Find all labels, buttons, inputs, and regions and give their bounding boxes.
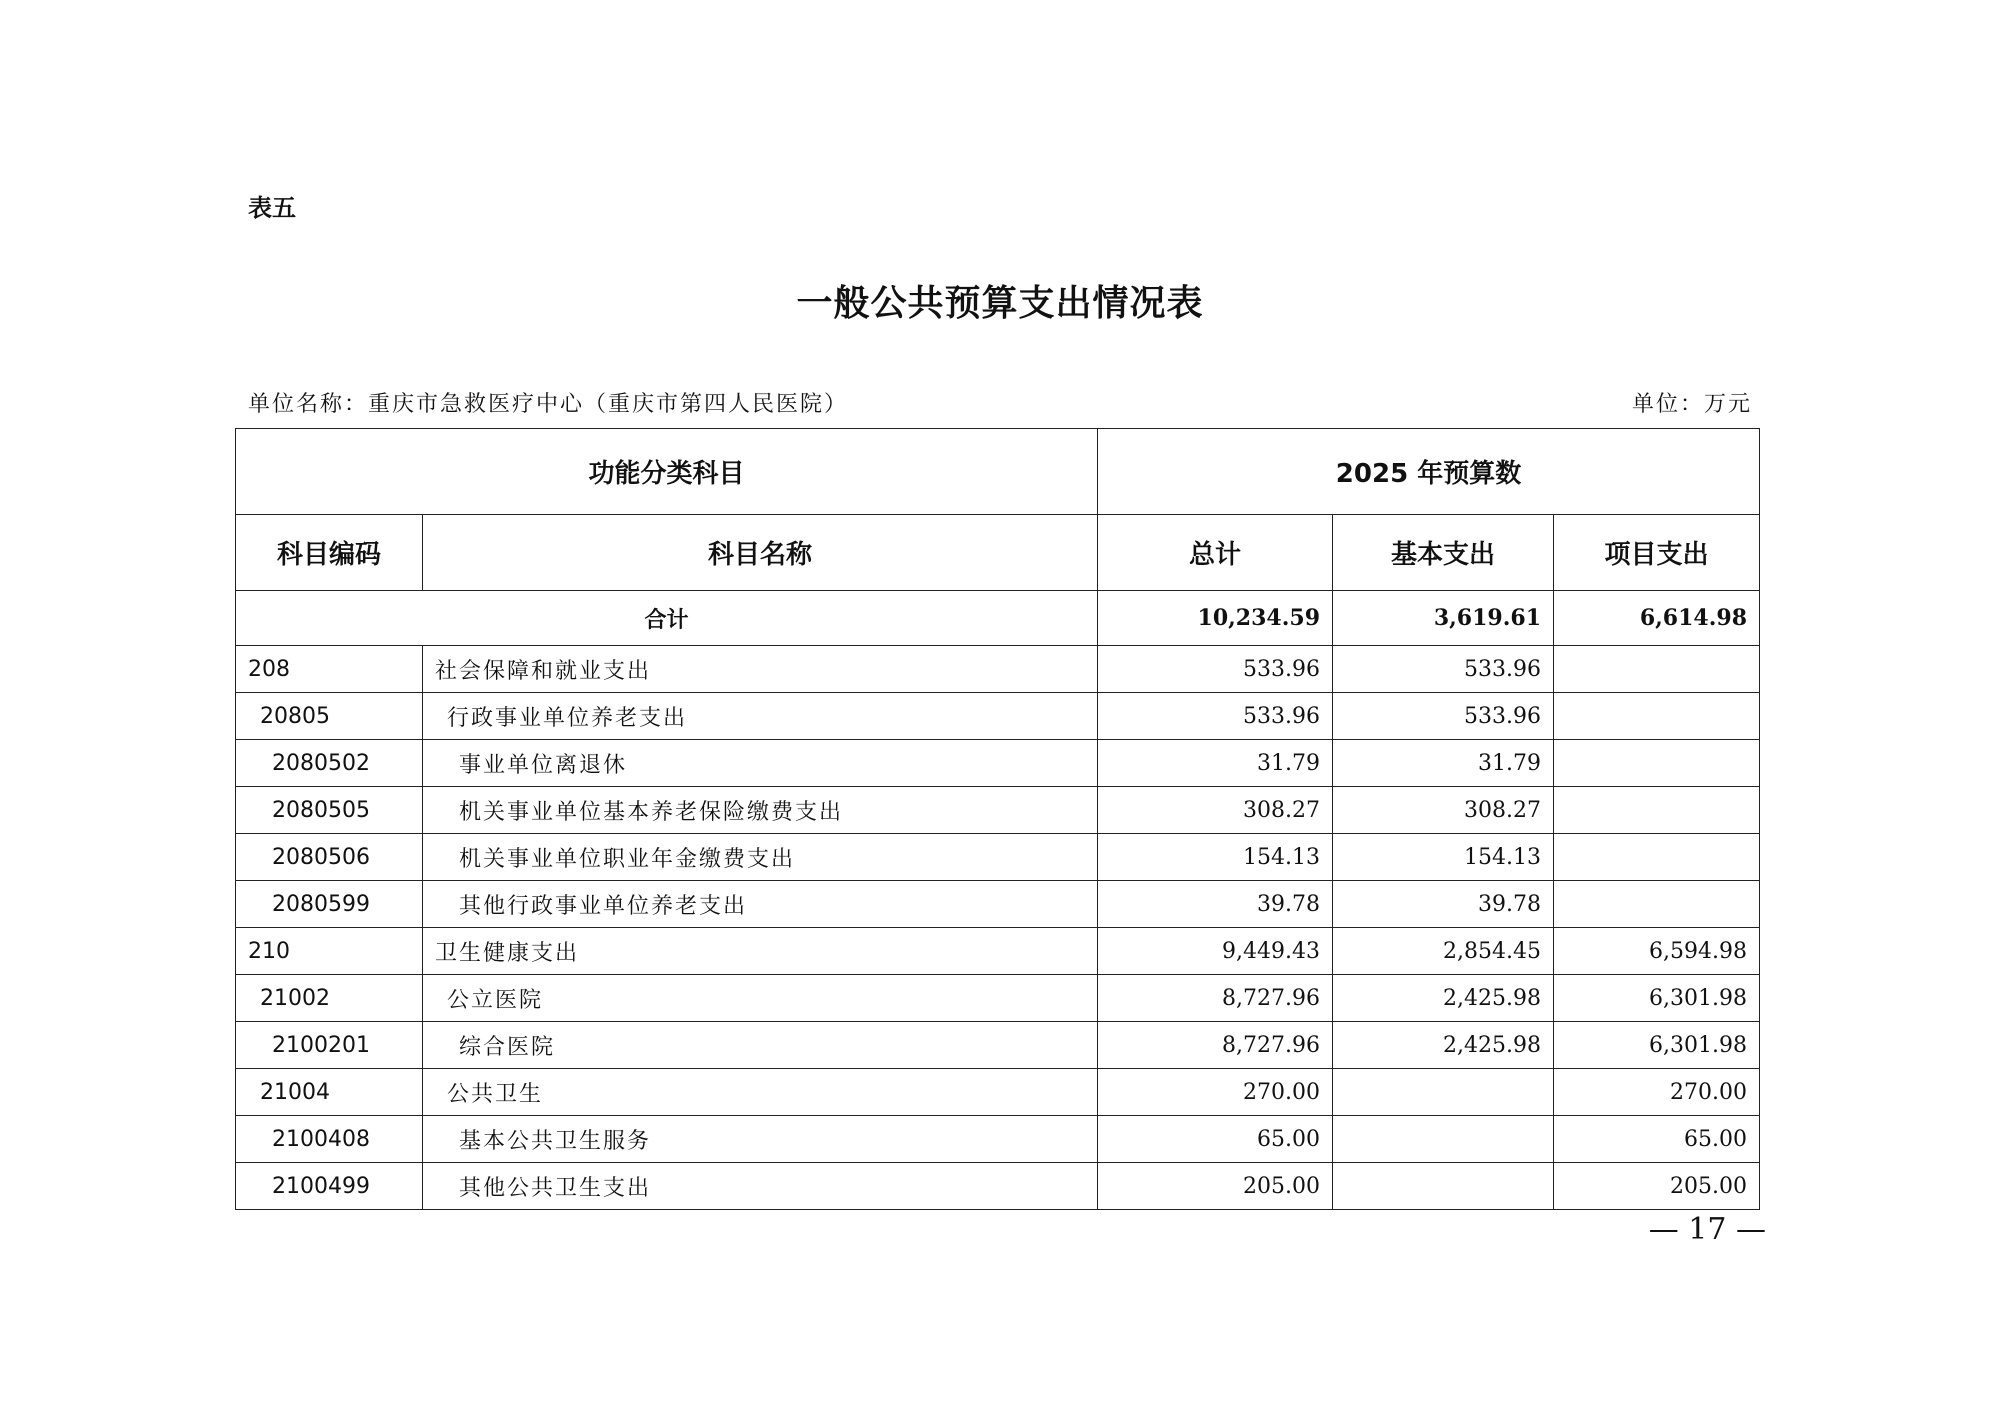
currency-unit: 单位：万元	[1631, 392, 1752, 417]
row-project: 6,594.98	[1554, 928, 1760, 975]
row-name: 行政事业单位养老支出	[423, 693, 1098, 740]
row-project: 6,301.98	[1554, 975, 1760, 1022]
row-basic: 2,425.98	[1333, 1022, 1554, 1069]
row-code: 210	[236, 928, 423, 975]
table-row	[236, 928, 1760, 975]
row-name: 其他公共卫生支出	[423, 1163, 1098, 1210]
header-name: 科目名称	[423, 515, 1098, 591]
row-basic: 308.27	[1333, 787, 1554, 834]
row-code: 208	[236, 646, 423, 693]
row-project	[1554, 834, 1760, 881]
row-project: 270.00	[1554, 1069, 1760, 1116]
row-project	[1554, 693, 1760, 740]
table-row	[236, 787, 1760, 834]
row-project	[1554, 787, 1760, 834]
table-number-label: 表五	[248, 194, 296, 222]
row-total: 533.96	[1098, 693, 1333, 740]
total-project: 6,614.98	[1554, 591, 1760, 646]
table-row	[236, 975, 1760, 1022]
row-total: 65.00	[1098, 1116, 1333, 1163]
row-code: 2100201	[236, 1022, 423, 1069]
row-basic	[1333, 1163, 1554, 1210]
row-basic: 154.13	[1333, 834, 1554, 881]
row-code: 2100499	[236, 1163, 423, 1210]
budget-table	[235, 428, 1760, 1210]
row-basic: 533.96	[1333, 646, 1554, 693]
header-basic: 基本支出	[1333, 515, 1554, 591]
row-code: 21004	[236, 1069, 423, 1116]
row-name: 机关事业单位职业年金缴费支出	[423, 834, 1098, 881]
row-code: 21002	[236, 975, 423, 1022]
row-code: 2080506	[236, 834, 423, 881]
row-project: 65.00	[1554, 1116, 1760, 1163]
row-name: 公立医院	[423, 975, 1098, 1022]
unit-name: 单位名称：重庆市急救医疗中心（重庆市第四人民医院）	[248, 392, 849, 417]
header-budget-year: 2025 年预算数	[1098, 429, 1760, 515]
row-total: 8,727.96	[1098, 1022, 1333, 1069]
row-total: 154.13	[1098, 834, 1333, 881]
table-group-header-row	[236, 429, 1760, 515]
table-row	[236, 646, 1760, 693]
table-row	[236, 740, 1760, 787]
table-row	[236, 1022, 1760, 1069]
row-project	[1554, 881, 1760, 928]
header-total: 总计	[1098, 515, 1333, 591]
row-total: 308.27	[1098, 787, 1333, 834]
table-column-header-row	[236, 515, 1760, 591]
row-basic: 533.96	[1333, 693, 1554, 740]
row-basic: 2,854.45	[1333, 928, 1554, 975]
row-code: 2080505	[236, 787, 423, 834]
row-code: 2080599	[236, 881, 423, 928]
row-code: 2100408	[236, 1116, 423, 1163]
total-label: 合计	[236, 591, 1098, 646]
row-basic: 39.78	[1333, 881, 1554, 928]
row-total: 533.96	[1098, 646, 1333, 693]
row-name: 事业单位离退休	[423, 740, 1098, 787]
total-sum: 10,234.59	[1098, 591, 1333, 646]
row-code: 2080502	[236, 740, 423, 787]
row-total: 39.78	[1098, 881, 1333, 928]
table-row	[236, 1069, 1760, 1116]
row-name: 公共卫生	[423, 1069, 1098, 1116]
row-total: 9,449.43	[1098, 928, 1333, 975]
row-basic: 2,425.98	[1333, 975, 1554, 1022]
row-project: 205.00	[1554, 1163, 1760, 1210]
row-total: 31.79	[1098, 740, 1333, 787]
table-row	[236, 1116, 1760, 1163]
row-basic	[1333, 1116, 1554, 1163]
header-code: 科目编码	[236, 515, 423, 591]
table-row	[236, 881, 1760, 928]
row-name: 卫生健康支出	[423, 928, 1098, 975]
row-total: 205.00	[1098, 1163, 1333, 1210]
table-row	[236, 1163, 1760, 1210]
header-function-category: 功能分类科目	[236, 429, 1098, 515]
row-code: 20805	[236, 693, 423, 740]
document-title: 一般公共预算支出情况表	[796, 282, 1204, 324]
row-project	[1554, 740, 1760, 787]
row-name: 其他行政事业单位养老支出	[423, 881, 1098, 928]
row-project: 6,301.98	[1554, 1022, 1760, 1069]
row-name: 基本公共卫生服务	[423, 1116, 1098, 1163]
row-total: 8,727.96	[1098, 975, 1333, 1022]
total-basic: 3,619.61	[1333, 591, 1554, 646]
page-number: — 17 —	[1648, 1212, 1766, 1247]
row-total: 270.00	[1098, 1069, 1333, 1116]
row-project	[1554, 646, 1760, 693]
table-row	[236, 834, 1760, 881]
row-basic: 31.79	[1333, 740, 1554, 787]
table-row	[236, 693, 1760, 740]
row-name: 社会保障和就业支出	[423, 646, 1098, 693]
row-name: 综合医院	[423, 1022, 1098, 1069]
header-project: 项目支出	[1554, 515, 1760, 591]
row-basic	[1333, 1069, 1554, 1116]
row-name: 机关事业单位基本养老保险缴费支出	[423, 787, 1098, 834]
total-row	[236, 591, 1760, 646]
